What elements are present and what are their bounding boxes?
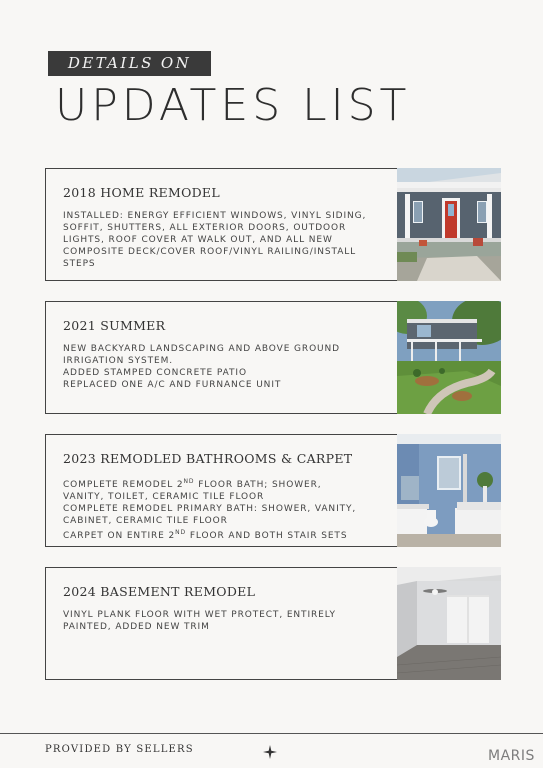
section-title: 2021 SUMMER — [63, 318, 166, 333]
section-title: 2024 BASEMENT REMODEL — [63, 584, 256, 599]
body-text: CARPET ON ENTIRE 2 — [63, 531, 176, 541]
body-text: COMPLETE REMODEL 2 — [63, 480, 184, 490]
footer-divider — [0, 733, 543, 734]
body-text: FLOOR AND BOTH STAIR SETS — [186, 531, 348, 541]
body-line: LIGHTS, ROOF COVER AT WALK OUT, AND ALL NEW — [63, 235, 333, 245]
body-line: NEW BACKYARD LANDSCAPING AND ABOVE GROUND — [63, 344, 341, 354]
section-title: 2018 HOME REMODEL — [63, 185, 220, 200]
body-line: IRRIGATION SYSTEM. — [63, 356, 174, 366]
body-line: VINYL PLANK FLOOR WITH WET PROTECT, ENTIRELY — [63, 610, 336, 620]
body-line: ADDED STAMPED CONCRETE PATIO — [63, 368, 247, 378]
section-card-2018 — [45, 168, 501, 281]
house-front-porch-photo — [397, 168, 501, 281]
details-on-badge: DETAILS ON — [48, 51, 211, 76]
body-line: PAINTED, ADDED NEW TRIM — [63, 622, 210, 632]
section-card-2024 — [45, 567, 501, 680]
basement-room-photo — [397, 567, 501, 680]
body-line — [63, 476, 383, 491]
body-line: REPLACED ONE A/C AND FURNANCE UNIT — [63, 380, 282, 390]
body-line: SOFFIT, SHUTTERS, ALL EXTERIOR DOORS, OUTDOOR — [63, 223, 347, 233]
body-line: COMPOSITE DECK/COVER ROOF/VINYL RAILING/INSTALL — [63, 247, 357, 257]
section-card-2021 — [45, 301, 501, 414]
backyard-landscape-photo — [397, 301, 501, 414]
sparkle-icon — [263, 744, 277, 758]
provided-by-sellers: PROVIDED BY SELLERS — [45, 744, 194, 755]
body-line: INSTALLED: ENERGY EFFICIENT WINDOWS, VINYL SIDING, — [63, 211, 367, 221]
page-title: UPDATES LIST — [55, 80, 411, 131]
body-line: COMPLETE REMODEL PRIMARY BATH: SHOWER, VANITY, — [63, 504, 357, 514]
maris-logo: MARIS — [488, 748, 535, 764]
section-body — [63, 609, 383, 633]
section-body — [63, 343, 383, 391]
section-body — [63, 210, 383, 270]
body-line — [63, 527, 383, 542]
section-card-2023 — [45, 434, 501, 547]
ordinal-suffix: ND — [183, 478, 195, 485]
body-line: VANITY, TOILET, CERAMIC TILE FLOOR — [63, 492, 265, 502]
bathroom-photo — [397, 434, 501, 547]
ordinal-suffix: ND — [175, 529, 187, 536]
section-title: 2023 REMODLED BATHROOMS & CARPET — [63, 451, 353, 466]
body-line: CABINET, CERAMIC TILE FLOOR — [63, 516, 228, 526]
body-line: STEPS — [63, 259, 96, 269]
section-body — [63, 476, 383, 542]
body-text: FLOOR BATH; SHOWER, — [194, 480, 322, 490]
